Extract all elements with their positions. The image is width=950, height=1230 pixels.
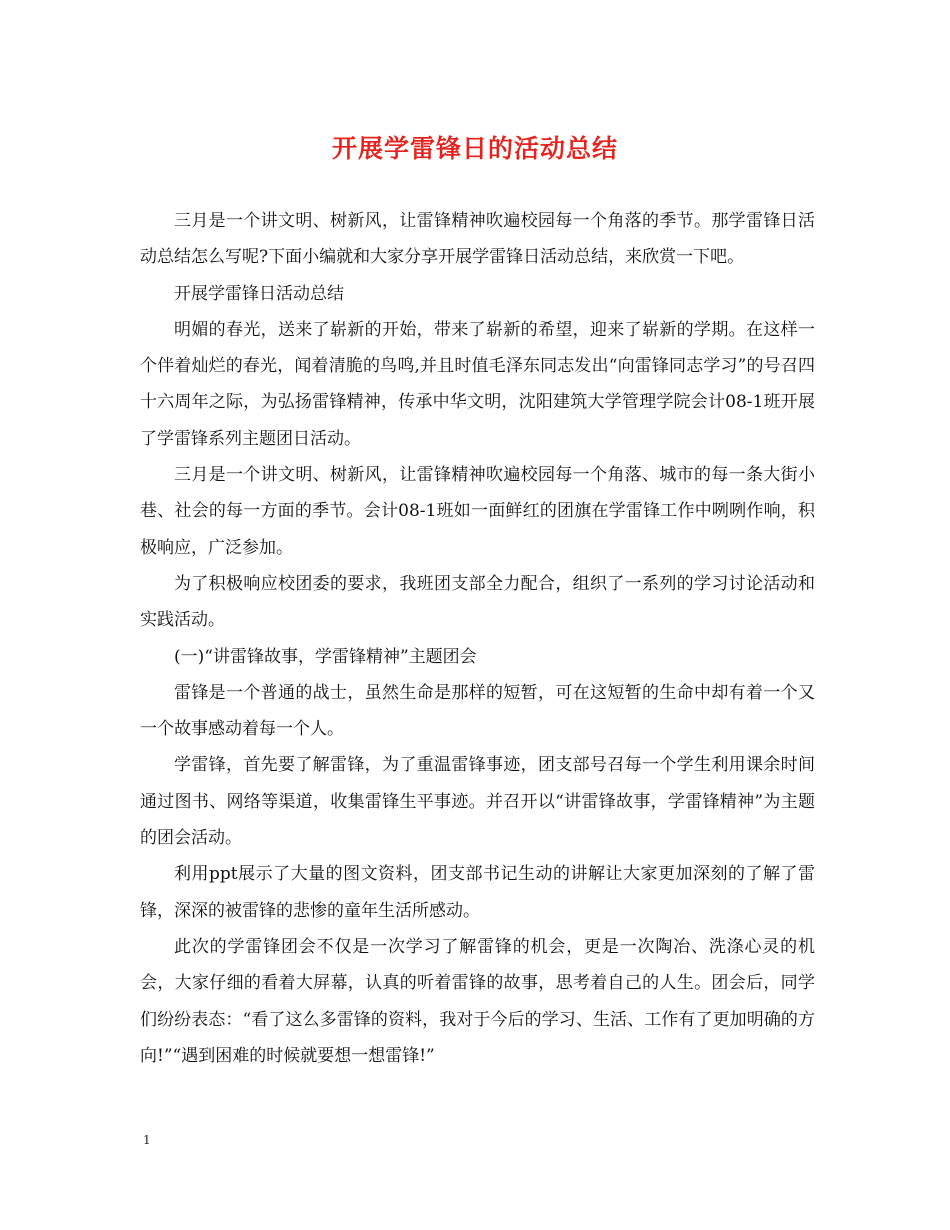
section-heading: (一)“讲雷锋故事，学雷锋精神”主题团会 [174,646,477,667]
document-title: 开展学雷锋日的活动总结 [331,134,618,163]
paragraph: 三月是一个讲文明、树新风，让雷锋精神吹遍校园每一个角落、城市的每一条大街小巷、社会的每一方面的季节。会计08-1班如一面鲜红的团旗在学雷锋工作中咧咧作响，积极响应，广泛参加。 [140,465,815,558]
paragraph: 此次的学雷锋团会不仅是一次学习了解雷锋的机会，更是一次陶冶、洗涤心灵的机会，大家仔细的看着大屏幕，认真的听着雷锋的故事，思考着自己的人生。团会后，同学们纷纷表态：“看了这么多雷锋的资料，我对于今后的学习、生活、工作有了更加明确的方向!”“遇到困难的时候就要想一想雷锋!” [140,936,815,1066]
paragraph: 学雷锋，首先要了解雷锋，为了重温雷锋事迹，团支部号召每一个学生利用课余时间通过图书、网络等渠道，收集雷锋生平事迹。并召开以“讲雷锋故事，学雷锋精神”为主题的团会活动。 [140,755,815,849]
paragraph: 雷锋是一个普通的战士，虽然生命是那样的短暂，可在这短暂的生命中却有着一个又一个故事感动着每一个人。 [140,682,815,740]
paragraph-subtitle: 开展学雷锋日活动总结 [174,283,344,304]
paragraph: 为了积极响应校团委的要求，我班团支部全力配合，组织了一系列的学习讨论活动和实践活动。 [140,573,815,631]
paragraph: 利用ppt展示了大量的图文资料，团支部书记生动的讲解让大家更加深刻的了解了雷锋，深深的被雷锋的悲惨的童年生活所感动。 [140,864,815,921]
page-number: 1 [143,1133,151,1147]
paragraph: 明媚的春光，送来了崭新的开始，带来了崭新的希望，迎来了崭新的学期。在这样一个伴着灿烂的春光，闻着清脆的鸟鸣,并且时值毛泽东同志发出“向雷锋同志学习”的号召四十六周年之际，为弘扬雷锋精神，传承中华文明，沈阳建筑大学管理学院会计08-1班开展了学雷锋系列主题团日活动。 [140,319,815,449]
paragraph-intro: 三月是一个讲文明、树新风，让雷锋精神吹遍校园每一个角落的季节。那学雷锋日活动总结怎么写呢?下面小编就和大家分享开展学雷锋日活动总结，来欣赏一下吧。 [140,211,815,268]
document-body [140,203,815,1074]
